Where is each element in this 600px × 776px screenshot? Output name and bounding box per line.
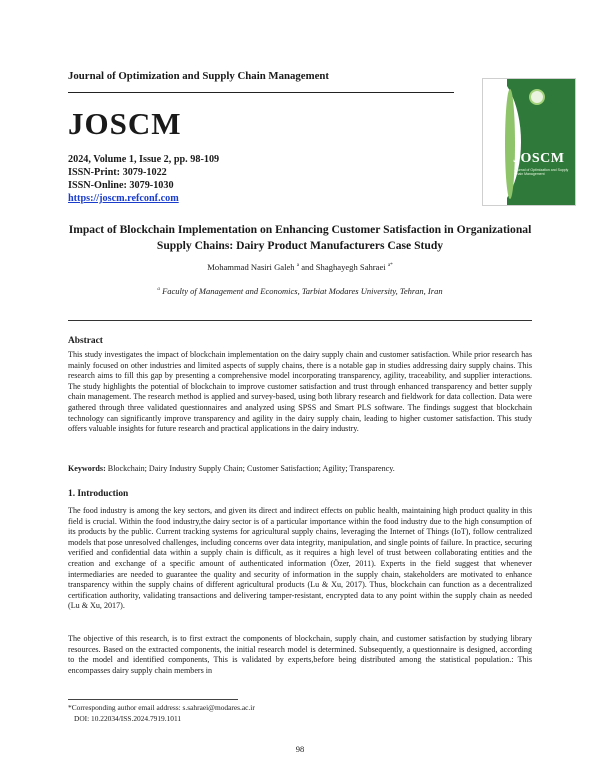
- authors-line: [68, 262, 532, 272]
- corresponding-author-footnote: *Corresponding author email address: s.sahraei@modares.ac.ir: [68, 703, 255, 712]
- author-1: Mohammad Nasiri Galeh: [207, 262, 295, 272]
- introduction-paragraph-1: The food industry is among the key sectors, and given its direct and indirect effects on public health, maintaining high product quality in this field is crucial. Within the food industry,the dairy sector is of a particular importance within the food industry due to the high consumption of its products by the public. Current tracking systems for agricultural supply chains, leveraging the Internet of Things (IoT), follow centralized models that pose unresolved challenges, including concerns over data integrity, manipulation, and single points of failure. In practice, securing verified and confidential data within a supply chain is difficult, as it requires a high level of trust between collaborating entities and the creation and exchange of a specific amount of authenticated information (Özer, 2011). Experts in the field suggest that whenever intermediaries are needed to guarantee the quality and security of information in the supply chain, stakeholders are motivated to enhance transparency within the supply chains of different agricultural products (Lu & Xu, 2017). Thus, blockchain can function as a decentralized certification authority, validating transactions and delivering tamper-resistant, encrypted data to any point within the supply chain as needed (Lu & Xu, 2017).: [68, 506, 532, 611]
- keywords-line: [68, 464, 532, 475]
- cover-logo-icon: [529, 89, 545, 105]
- author-2-affiliation-mark: a*: [387, 262, 393, 269]
- journal-name: Journal of Optimization and Supply Chain Management: [68, 70, 329, 82]
- journal-url-link[interactable]: https://joscm.refconf.com: [68, 193, 179, 204]
- header-divider: [68, 92, 454, 93]
- cover-title: JOSCM: [513, 151, 565, 166]
- title-divider: [68, 320, 532, 321]
- cover-subtitle: Journal of Optimization and Supply Chain Management: [514, 168, 569, 177]
- author-2: and Shaghayegh Sahraei: [299, 262, 386, 272]
- journal-abbrev: JOSCM: [68, 106, 182, 141]
- journal-cover-image: [482, 78, 576, 206]
- page-number: 98: [295, 744, 305, 754]
- doi-footnote: DOI: 10.22034/ISS.2024.7919.1011: [74, 714, 182, 723]
- author-1-affiliation-mark: a: [296, 262, 300, 269]
- paper-title: Impact of Blockchain Implementation on Enhancing Customer Satisfaction in Organizational Supply Chains: Dairy Product Manufacturers Case Study: [68, 223, 532, 252]
- affiliation-text: Faculty of Management and Economics, Tarbiat Modares University, Tehran, Iran: [162, 286, 443, 296]
- issn-print: ISSN-Print: 3079-1022: [68, 167, 167, 178]
- affiliation-line: [68, 286, 532, 296]
- abstract-text: This study investigates the impact of blockchain implementation on the dairy supply chain and customer satisfaction. While prior research has mainly focused on other industries and limited aspects of supply chains, there is a notable gap in studies addressing dairy supply chains. This research aims to fill this gap by presenting a comprehensive model incorporating transparency, agility, traceability, and supplier interactions. The study highlights the potential of blockchain to improve customer satisfaction and trust through enhanced transparency and better supply chain management. The research method is applied and survey-based, using both library research and fieldwork for data collection. Data were gathered through three validated questionnaires and analyzed using SPSS and Smart PLS software. The findings suggest that blockchain technology can significantly improve transparency and agility in the dairy supply chain, leading to higher customer satisfaction. This study offers valuable insights for future research and practical applications in the dairy industry.: [68, 350, 532, 434]
- issn-online: ISSN-Online: 3079-1030: [68, 180, 174, 191]
- keywords-text: Blockchain; Dairy Industry Supply Chain; Customer Satisfaction; Agility; Transparency.: [105, 464, 395, 473]
- introduction-heading: 1. Introduction: [68, 489, 129, 499]
- cover-stripe: [505, 89, 515, 199]
- abstract-heading: Abstract: [68, 336, 103, 346]
- introduction-paragraph-2: The objective of this research, is to first extract the components of blockchain, supply chain, and customer satisfaction by studying library resources. Based on the extracted components, the initial research model is determined. Subsequently, a questionnaire is designed, according to the model and identified components, This is validated by experts,before being distributed among the statistical population.: This encompasses dairy supply chain members in: [68, 634, 532, 675]
- keywords-label: Keywords:: [68, 464, 106, 473]
- footnote-divider: [68, 699, 238, 700]
- citation-line: 2024, Volume 1, Issue 2, pp. 98-109: [68, 154, 220, 165]
- affiliation-mark: a: [157, 286, 160, 293]
